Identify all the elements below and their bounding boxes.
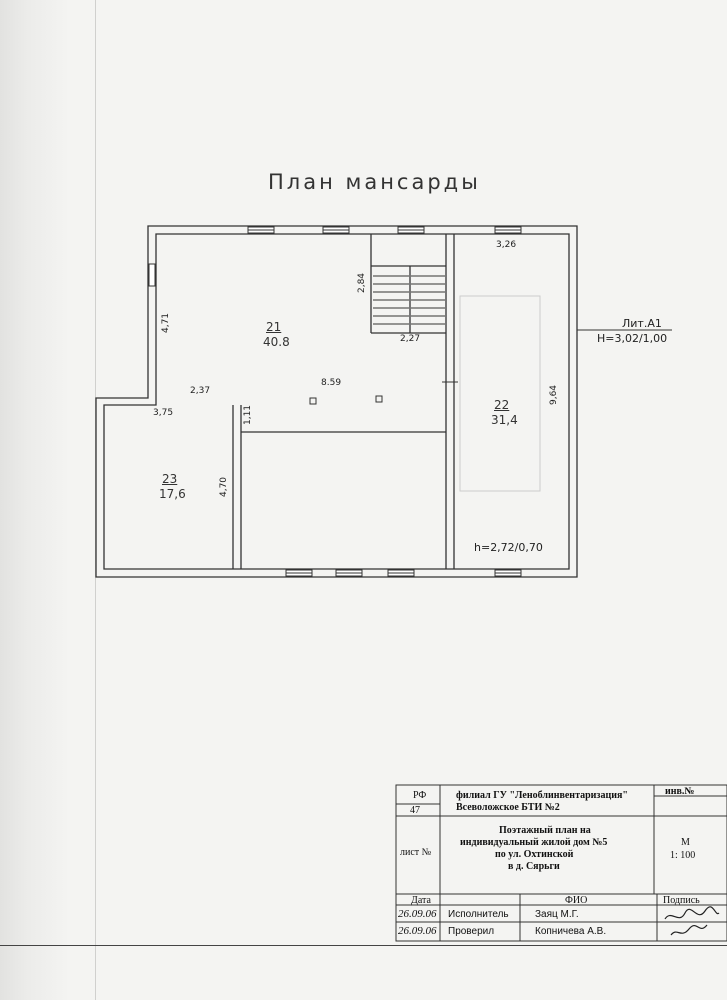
- room-area-23: 17,6: [159, 487, 186, 501]
- room-number-21: 21: [266, 320, 282, 334]
- lit-label: Лит.А1: [622, 317, 662, 330]
- room-area-21: 40.8: [263, 335, 290, 349]
- col-date: Дата: [411, 895, 431, 906]
- title-block: [395, 784, 727, 942]
- scale-label: М: [681, 837, 690, 848]
- dim-471: 4,71: [161, 312, 172, 334]
- desc-line2: индивидуальный жилой дом №5: [460, 837, 608, 848]
- col-fio: ФИО: [565, 895, 588, 906]
- signature-image: [661, 905, 721, 941]
- row-date: 26.09.06: [398, 925, 437, 937]
- dim-859: 8.59: [321, 378, 342, 388]
- room-height: h=2,72/0,70: [474, 541, 543, 554]
- col-sign: Подпись: [663, 895, 700, 906]
- dim-227: 2,27: [400, 334, 421, 344]
- rf-label: РФ: [413, 790, 427, 801]
- room-number-22: 22: [494, 398, 510, 412]
- org-line1: филиал ГУ "Леноблинвентаризация": [456, 790, 628, 801]
- row-name: Заяц М.Г.: [535, 909, 579, 920]
- inv-label: инв.№: [665, 786, 695, 797]
- dim-284: 2,84: [357, 272, 368, 294]
- dim-964: 9,64: [549, 384, 560, 406]
- dim-470: 4,70: [219, 476, 230, 498]
- lit-height: H=3,02/1,00: [597, 332, 668, 345]
- room-area-22: 31,4: [491, 413, 518, 427]
- page-bottom-line: [0, 945, 727, 946]
- plan-title: План мансарды: [268, 170, 481, 194]
- row-date: 26.09.06: [398, 908, 437, 920]
- dim-326: 3,26: [496, 240, 517, 250]
- desc-line4: в д. Сярьги: [508, 861, 560, 872]
- rf-value: 47: [410, 805, 420, 816]
- dim-111: 1,11: [243, 404, 254, 426]
- sheet-label: лист №: [400, 847, 432, 858]
- row-role: Проверил: [448, 926, 495, 937]
- scale-value: 1: 100: [670, 850, 696, 861]
- row-name: Копничева А.В.: [535, 926, 607, 937]
- row-role: Исполнитель: [448, 909, 509, 920]
- org-line2: Всеволожское БТИ №2: [456, 802, 560, 813]
- dim-237: 2,37: [190, 386, 211, 396]
- desc-line3: по ул. Охтинской: [495, 849, 574, 860]
- desc-line1: Поэтажный план на: [499, 825, 591, 836]
- dim-375: 3,75: [153, 408, 174, 418]
- room-number-23: 23: [162, 472, 178, 486]
